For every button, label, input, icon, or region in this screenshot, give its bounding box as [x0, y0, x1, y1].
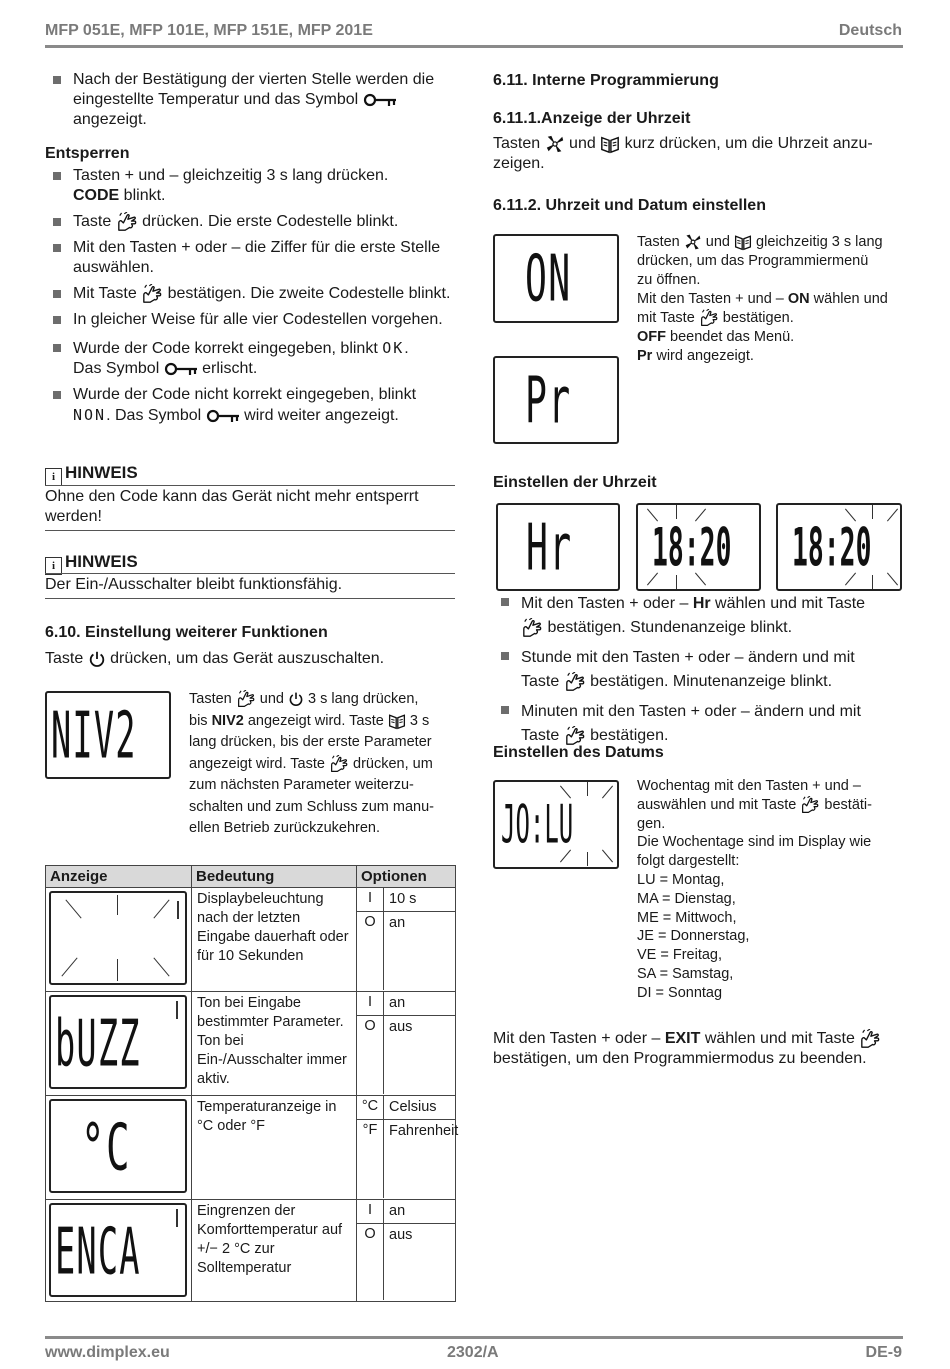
table-cell-lcd: [46, 1096, 192, 1200]
date-heading: Einstellen des Datums: [493, 744, 664, 761]
header-language: Deutsch: [838, 22, 902, 39]
table-header-cell: Anzeige: [46, 866, 192, 888]
table-row: [46, 992, 456, 1096]
section-heading-6-11-2: 6.11.2. Uhrzeit und Datum einstellen: [493, 197, 766, 214]
non-segment-text: NON: [73, 406, 107, 425]
hint-rule: [45, 598, 455, 599]
table-row: [46, 1200, 456, 1302]
lcd-display: [776, 503, 902, 591]
hand-icon: [521, 618, 543, 638]
section-heading-6-11: 6.11. Interne Programmierung: [493, 72, 719, 89]
footer-rule: [45, 1336, 903, 1339]
hint-title: i HINWEIS: [45, 463, 138, 486]
hint-rule: [45, 485, 455, 486]
list-item: Wurde der Code korrekt eingegeben, blinkt OK. Das Symbol erlischt.: [45, 338, 460, 379]
fan-icon: [545, 134, 565, 154]
list-item: Minuten mit den Tasten + oder – ändern und mit Taste bestätigen.: [493, 700, 905, 748]
lcd-display: [49, 1099, 187, 1193]
lcd-display: [49, 995, 187, 1089]
table-header-cell: Optionen: [357, 866, 456, 888]
lcd-display: [49, 891, 187, 985]
table-cell-lcd: [46, 992, 192, 1096]
lcd-text: bUZZ: [55, 1007, 141, 1082]
lcd-text: ENCA: [55, 1215, 141, 1290]
clock-list: [493, 592, 905, 754]
list-item: Tasten + und – gleichzeitig 3 s lang drücken. CODE blinkt.: [45, 166, 460, 206]
power-icon: [288, 691, 304, 707]
unlock-list: [45, 166, 460, 432]
table-header-cell: Bedeutung: [192, 866, 357, 888]
hint-title: i HINWEIS: [45, 552, 138, 575]
hint-text: Ohne den Code kann das Gerät nicht mehr entsperrt werden!: [45, 488, 419, 525]
list-item: Wurde der Code nicht korrekt eingegeben, blinkt NON. Das Symbol wird weiter angezeigt.: [45, 385, 460, 426]
section-text: Taste drücken, um das Gerät auszuschalten.: [45, 650, 385, 667]
hand-icon: [564, 672, 586, 692]
table-cell-meaning: Displaybeleuchtung nach der letzten Eingabe dauerhaft oder für 10 Sekunden: [192, 888, 357, 992]
table-row: [46, 1096, 456, 1200]
info-icon: i: [45, 468, 62, 486]
date-description: Wochentag mit den Tasten + und – auswählen und mit Taste bestäti- gen. Die Wochentage sind im Display wie folgt dargestellt: LU = Montag, MA = Dienstag, ME = Mittwoch, JE = Donnerstag, VE = Freitag, SA = Samstag, DI = Sonntag: [637, 778, 872, 1001]
unlock-heading: Entsperren: [45, 145, 130, 162]
book-icon: [388, 712, 406, 730]
lcd-display: [493, 356, 619, 444]
table-cell-meaning: Temperaturanzeige in °C oder °F: [192, 1096, 357, 1200]
table-cell-options: °C Celsius °F Fahrenheit: [357, 1096, 456, 1200]
key-icon: [164, 362, 198, 376]
table-cell-meaning: Eingrenzen der Komforttemperatur auf +/− 2 °C zur Solltemperatur: [192, 1200, 357, 1302]
lcd-text: Hr: [526, 511, 573, 586]
section-heading-6-10: 6.10. Einstellung weiterer Funktionen: [45, 624, 328, 641]
lcd-text: Pr: [525, 364, 572, 439]
programming-description: Tasten und gleichzeitig 3 s lang drücken, um das Programmiermenü zu öffnen. Mit den Tasten + und – ON wählen und mit Taste bestätigen. OFF beendet das Menü. Pr wird angezeigt.: [637, 234, 888, 364]
list-item: Taste drücken. Die erste Codestelle blinkt.: [45, 212, 460, 232]
info-icon: i: [45, 557, 62, 575]
lcd-text: 18:20: [652, 517, 732, 579]
table-row: [46, 888, 456, 992]
niv2-description: Tasten und 3 s lang drücken, bis NIV2 angezeigt wird. Taste 3 s lang drücken, bis der erste Parameter angezeigt wird. Taste drücken, um zum nächsten Parameter weiterzu- schalten und zum Schluss zum manu- ellen Betrieb zurückzukehren.: [189, 691, 434, 836]
table-cell-lcd: [46, 888, 192, 992]
power-icon: [88, 650, 106, 668]
footer-version: 2302/A: [447, 1344, 499, 1361]
header-models: MFP 051E, MFP 101E, MFP 151E, MFP 201E: [45, 22, 373, 39]
book-icon: [734, 233, 752, 251]
parameter-table: [45, 865, 459, 1302]
lcd-text: JO:LU: [501, 794, 574, 856]
lcd-text: 18:20: [792, 517, 872, 579]
header-rule: [45, 45, 903, 48]
key-icon: [363, 93, 397, 107]
footer-website: www.dimplex.eu: [45, 1344, 170, 1361]
list-item: In gleicher Weise für alle vier Codestellen vorgehen.: [45, 310, 460, 330]
table-cell-options: I an O aus: [357, 1200, 456, 1302]
clock-heading: Einstellen der Uhrzeit: [493, 474, 657, 491]
fan-icon: [684, 233, 702, 251]
lcd-display: [636, 503, 761, 591]
book-icon: [600, 134, 620, 154]
lcd-text: NIV2: [51, 699, 137, 774]
list-item: Stunde mit den Tasten + oder – ändern und mit Taste bestätigen. Minutenanzeige blinkt.: [493, 646, 905, 694]
exit-text: Mit den Tasten + oder – EXIT wählen und mit Taste bestätigen, um den Programmiermodus zu beenden.: [493, 1029, 905, 1069]
left-column: [45, 70, 457, 136]
list-item: Mit Taste bestätigen. Die zweite Codestelle blinkt.: [45, 284, 460, 304]
table-cell-lcd: [46, 1200, 192, 1302]
hand-icon: [699, 309, 719, 327]
table-cell-meaning: Ton bei Eingabe bestimmter Parameter. Ton bei Ein-/Ausschalter immer aktiv.: [192, 992, 357, 1096]
hand-icon: [329, 755, 349, 773]
section-heading-6-11-1: 6.11.1.Anzeige der Uhrzeit: [493, 110, 691, 127]
hint-rule: [45, 530, 455, 531]
hint-text: Der Ein-/Ausschalter bleibt funktionsfähig.: [45, 576, 343, 593]
table-cell-options: I 10 s O an: [357, 888, 456, 992]
lcd-text: °C: [81, 1111, 132, 1186]
section-text: Tasten und kurz drücken, um die Uhrzeit anzu- zeigen.: [493, 135, 873, 173]
key-icon: [206, 409, 240, 423]
hint-rule: [45, 573, 455, 574]
hand-icon: [116, 212, 138, 232]
table-header-row: [46, 866, 456, 888]
lcd-display: [493, 780, 619, 869]
lcd-display: [496, 503, 620, 591]
hand-icon: [141, 284, 163, 304]
intro-bullets: [45, 70, 457, 130]
hand-icon: [236, 690, 256, 708]
lcd-display: [45, 691, 171, 779]
hand-icon: [859, 1029, 881, 1049]
list-item: Mit den Tasten + oder – die Ziffer für die erste Stelle auswählen.: [45, 238, 460, 278]
ok-segment-text: OK: [382, 339, 405, 358]
hand-icon: [800, 796, 820, 814]
lcd-display: [493, 234, 619, 323]
list-item: Mit den Tasten + oder – Hr wählen und mit Taste bestätigen. Stundenanzeige blinkt.: [493, 592, 905, 640]
list-item: Nach der Bestätigung der vierten Stelle werden die eingestellte Temperatur und das Symbol angezeigt.: [45, 70, 457, 130]
lcd-text: ON: [525, 242, 572, 317]
footer-page: DE-9: [865, 1344, 902, 1361]
table-cell-options: I an O aus: [357, 992, 456, 1096]
lcd-display: [49, 1203, 187, 1297]
